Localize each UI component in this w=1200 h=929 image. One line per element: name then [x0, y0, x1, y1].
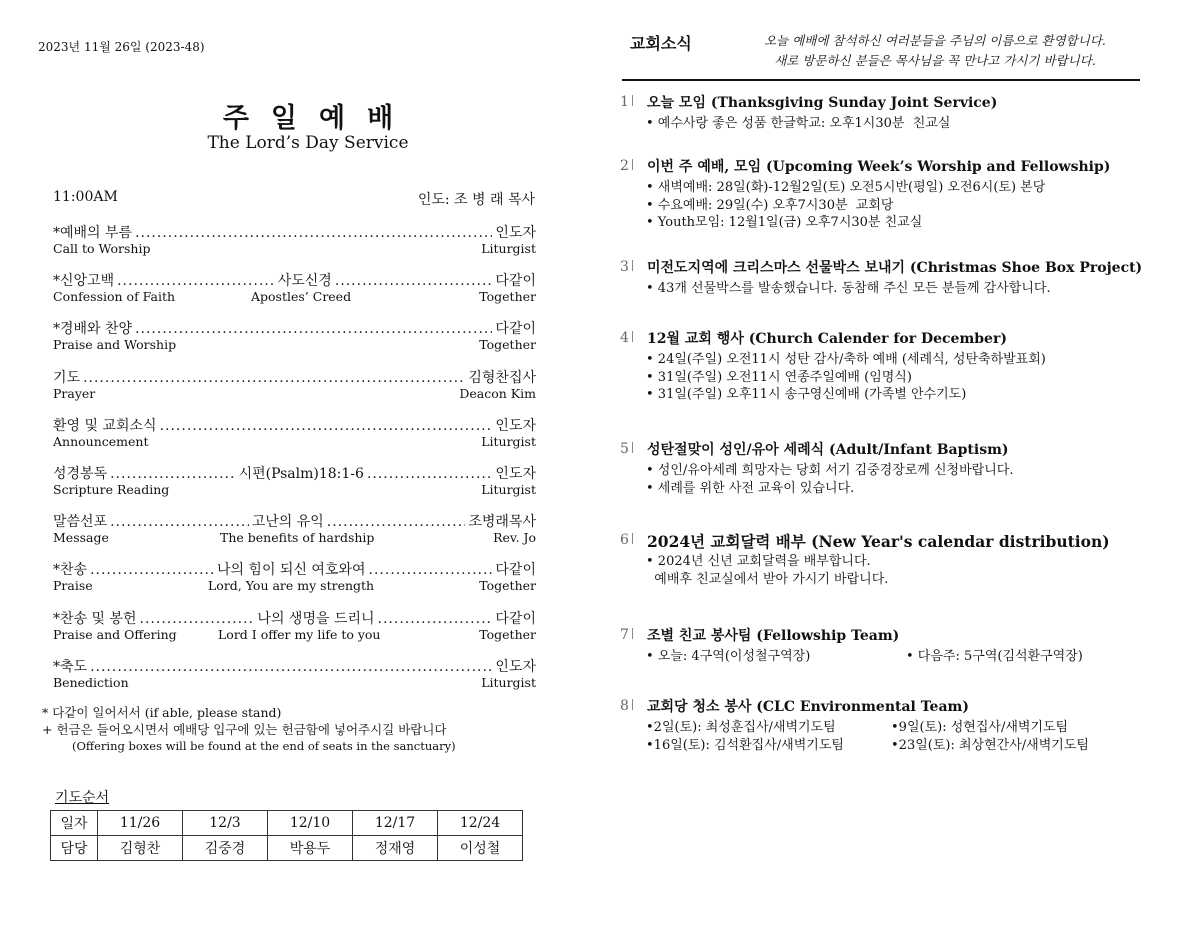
- section-heading: 오늘 모임 (Thanksgiving Sunday Joint Service): [647, 95, 998, 111]
- list-item: • 24일(주일) 오전11시 성탄 감사/축하 예배 (세례식, 성탄축하발표회): [646, 352, 1046, 367]
- section-number: 2: [620, 158, 633, 174]
- service-time-row: [53, 189, 535, 209]
- service-item-leader: 인도자: [495, 417, 536, 434]
- order-of-service-page: [38, 0, 538, 929]
- section-number: 1: [620, 94, 633, 110]
- welcome-line: 오늘 예배에 참석하신 여러분들을 주님의 이름으로 환영합니다.: [764, 33, 1106, 48]
- service-item-title-english: Praise: [53, 578, 93, 594]
- service-item-leader-english: Liturgist: [481, 241, 536, 256]
- table-header-cell: 일자: [51, 811, 98, 836]
- table-row: [51, 836, 523, 861]
- date-cell: 12/24: [438, 811, 523, 836]
- service-item-title-english: Announcement: [53, 433, 149, 449]
- dot-leader: [90, 659, 492, 675]
- church-news-page: [620, 0, 1145, 929]
- service-item-korean: [53, 608, 536, 627]
- name-cell: 김형찬: [98, 836, 183, 861]
- section-heading: 미전도지역에 크리스마스 선물박스 보내기 (Christmas Shoe Box Project): [647, 260, 1143, 276]
- list-row: [646, 737, 1089, 755]
- dot-leader: [327, 514, 466, 530]
- bulletin-date: 2023년 11월 26일 (2023-48): [38, 40, 205, 54]
- section-heading: 12월 교회 행사 (Church Calender for December): [647, 331, 1007, 347]
- section-body: [646, 553, 888, 588]
- service-title-korean: 주일예배: [222, 103, 416, 134]
- list-item: • 새벽예배: 28일(화)-12월2일(토) 오전5시반(평일) 오전6시(토) 본당: [646, 180, 1046, 195]
- service-item-leader-english: Rev. Jo: [493, 530, 536, 546]
- service-item-title: 말씀선포: [53, 514, 108, 531]
- name-cell: 김중경: [183, 836, 268, 861]
- service-item-leader: 인도자: [495, 465, 536, 482]
- service-item-title-english: Praise and Offering: [53, 626, 177, 642]
- service-item: [53, 559, 536, 607]
- list-item: • 성인/유아세례 희망자는 당회 서기 김중경장로께 신청바랍니다.: [646, 463, 1014, 478]
- service-item-detail: 나의 생명을 드리니: [257, 610, 375, 627]
- section-number: 7: [620, 627, 633, 643]
- list-item: • 다음주: 5구역(김석환구역장): [906, 649, 1083, 664]
- offering-note: + 헌금은 들어오시면서 예배당 입구에 있는 헌금함에 넣어주시길 바랍니다: [42, 722, 447, 737]
- name-cell: 이성철: [438, 836, 523, 861]
- service-item-leader: 다같이: [495, 321, 536, 338]
- service-item-title: *축도: [53, 658, 88, 675]
- service-item-english: [53, 289, 536, 306]
- service-item-title: *찬송: [53, 562, 88, 579]
- service-item-korean: [53, 367, 536, 386]
- list-item: • 오늘: 4구역(이성철구역장): [646, 649, 811, 664]
- section-heading: 이번 주 예배, 모임 (Upcoming Week’s Worship and Fellowship): [647, 159, 1111, 175]
- list-item: •23일(토): 최상현간사/새벽기도팀: [891, 737, 1089, 753]
- service-item-title-english: Message: [53, 530, 109, 546]
- service-item: [53, 270, 536, 318]
- service-item-english: [53, 482, 536, 499]
- section-body: [646, 280, 1051, 298]
- service-item-detail-english: Lord, You are my strength: [208, 578, 375, 594]
- service-item-korean: [53, 463, 536, 482]
- service-item-leader-english: Together: [479, 289, 536, 305]
- service-item-title: *찬송 및 봉헌: [53, 610, 137, 627]
- service-item-leader: 다같이: [495, 610, 536, 627]
- service-item-detail: 고난의 유익: [251, 514, 324, 531]
- service-item-detail: 사도신경: [277, 273, 332, 290]
- service-time: 11:00AM: [53, 189, 118, 205]
- service-item-detail: 시편(Psalm)18:1-6: [238, 465, 364, 482]
- service-item-leader-english: Together: [479, 578, 536, 594]
- section-number: 6: [620, 532, 633, 548]
- service-title-english: The Lord’s Day Service: [207, 133, 409, 153]
- service-item: [53, 608, 536, 656]
- list-row: [646, 719, 1089, 737]
- prayer-schedule-table: [50, 810, 523, 861]
- section-body: [646, 179, 1045, 232]
- table-row: [51, 811, 523, 836]
- service-item: [53, 318, 536, 366]
- list-item: •2일(토): 최성훈집사/새벽기도팀: [646, 720, 836, 735]
- list-item: •16일(토): 김석환집사/새벽기도팀: [646, 737, 844, 753]
- dot-leader: [378, 611, 493, 627]
- dot-leader: [110, 466, 235, 482]
- list-item: • 수요예배: 29일(수) 오후7시30분 교회당: [646, 197, 894, 213]
- list-item: • 2024년 신년 교회달력을 배부합니다.: [646, 554, 871, 569]
- service-item-english: [53, 578, 536, 595]
- service-item: [53, 511, 536, 559]
- service-item-title-english: Benediction: [53, 674, 129, 690]
- dot-leader: [135, 225, 492, 241]
- service-item: [53, 222, 536, 270]
- service-item-leader-english: Together: [479, 626, 536, 642]
- offering-note-english: (Offering boxes will be found at the end of seats in the sanctuary): [72, 739, 456, 753]
- order-of-service-list: [53, 222, 536, 704]
- service-item-title: *경배와 찬양: [53, 321, 133, 338]
- list-item: • Youth모임: 12월1일(금) 오후7시30분 친교실: [646, 215, 923, 230]
- service-item-english: [53, 337, 536, 354]
- dot-leader: [369, 562, 493, 578]
- section-body: [646, 462, 1013, 497]
- service-item-title: 환영 및 교회소식: [53, 417, 157, 434]
- service-item-leader: 인도자: [495, 225, 536, 241]
- service-item: [53, 415, 536, 463]
- dot-leader: [140, 611, 255, 627]
- service-item-english: [53, 386, 536, 403]
- service-item-leader-english: Deacon Kim: [459, 385, 536, 401]
- welcome-message: [740, 31, 1130, 71]
- date-cell: 12/10: [268, 811, 353, 836]
- name-cell: 박용두: [268, 836, 353, 861]
- service-item-leader: 다같이: [495, 273, 536, 290]
- dot-leader: [335, 273, 493, 289]
- service-item-korean: [53, 318, 536, 337]
- service-item-korean: [53, 559, 536, 578]
- dot-leader: [110, 514, 249, 530]
- service-item-title-english: Call to Worship: [53, 241, 151, 256]
- service-item-title: *예배의 부름: [53, 225, 133, 241]
- news-title: 교회소식: [630, 34, 692, 53]
- section-body: [646, 351, 1046, 404]
- standing-note: * 다같이 일어서서 (if able, please stand): [42, 705, 282, 720]
- service-item-korean: [53, 222, 536, 241]
- service-item-title-english: Confession of Faith: [53, 289, 176, 305]
- service-item-leader: 다같이: [495, 562, 536, 579]
- service-item-detail-english: Lord I offer my life to you: [218, 626, 381, 642]
- date-cell: 11/26: [98, 811, 183, 836]
- list-item: • 세례를 위한 사전 교육이 있습니다.: [646, 480, 855, 496]
- service-item-leader: 김형찬집사: [468, 369, 536, 386]
- service-item-title-english: Praise and Worship: [53, 337, 177, 353]
- service-item-title-english: Scripture Reading: [53, 481, 170, 497]
- welcome-line: 새로 방문하신 분들은 목사님을 꼭 만나고 가시기 바랍니다.: [774, 53, 1096, 68]
- dot-leader: [367, 466, 492, 482]
- service-item-leader-english: Liturgist: [481, 674, 536, 690]
- service-item-english: [53, 241, 536, 258]
- service-item-english: [53, 530, 536, 547]
- list-item: • 예수사랑 좋은 성품 한글학교: 오후1시30분 친교실: [646, 116, 951, 131]
- service-item-english: [53, 675, 536, 692]
- table-header-cell: 담당: [51, 836, 98, 861]
- service-item-leader-english: Together: [479, 337, 536, 353]
- list-item: • 43개 선물박스를 발송했습니다. 동참해 주신 모든 분들께 감사합니다.: [646, 281, 1051, 296]
- service-item-title: 기도: [53, 369, 81, 386]
- service-item-leader: 조병래목사: [468, 514, 536, 531]
- list-item: •9일(토): 성현집사/새벽기도팀: [891, 720, 1069, 735]
- service-item-korean: [53, 511, 536, 530]
- list-item: 예배후 친교실에서 받아 가시기 바랍니다.: [646, 571, 889, 587]
- service-leader: 인도: 조 병 래 목사: [417, 192, 535, 208]
- service-item-detail-english: Apostles’ Creed: [251, 289, 352, 305]
- service-item: [53, 463, 536, 511]
- dot-leader: [83, 370, 465, 386]
- section-body: [646, 648, 1083, 666]
- section-body: [646, 719, 1089, 754]
- prayer-schedule-title: 기도순서: [55, 790, 110, 806]
- section-heading: 성탄절맞이 성인/유아 세례식 (Adult/Infant Baptism): [647, 442, 1009, 458]
- service-item-leader: 인도자: [495, 658, 536, 675]
- service-item-title: *신앙고백: [53, 273, 115, 290]
- service-item-title: 성경봉독: [53, 465, 108, 482]
- list-row: [646, 648, 1083, 666]
- dot-leader: [135, 321, 492, 337]
- name-cell: 정재영: [353, 836, 438, 861]
- service-item-korean: [53, 270, 536, 289]
- service-item: [53, 367, 536, 415]
- service-item-leader-english: Liturgist: [481, 481, 536, 497]
- service-item-title-english: Prayer: [53, 385, 96, 401]
- section-heading: 2024년 교회달력 배부 (New Year's calendar distribution): [647, 532, 1110, 551]
- section-body: [646, 115, 950, 133]
- service-item-english: [53, 627, 536, 644]
- section-heading: 조별 친교 봉사팀 (Fellowship Team): [647, 628, 900, 644]
- section-heading: 교회당 청소 봉사 (CLC Environmental Team): [647, 699, 969, 715]
- service-item-english: [53, 434, 536, 451]
- header-divider: [622, 79, 1140, 81]
- date-cell: 12/17: [353, 811, 438, 836]
- section-number: 5: [620, 441, 633, 457]
- section-number: 3: [620, 259, 633, 275]
- service-item-leader-english: Liturgist: [481, 433, 536, 449]
- dot-leader: [117, 273, 275, 289]
- service-item-detail: 나의 힘이 되신 여호와여: [216, 562, 366, 579]
- list-item: • 31일(주일) 오후11시 송구영신예배 (가족별 안수기도): [646, 387, 967, 402]
- service-item: [53, 656, 536, 704]
- service-item-detail-english: The benefits of hardship: [220, 530, 375, 546]
- dot-leader: [160, 418, 493, 434]
- section-number: 8: [620, 698, 633, 714]
- section-number: 4: [620, 330, 633, 346]
- dot-leader: [90, 562, 214, 578]
- service-item-korean: [53, 415, 536, 434]
- service-item-korean: [53, 656, 536, 675]
- service-notes: [42, 704, 456, 755]
- list-item: • 31일(주일) 오전11시 연종주일예배 (임명식): [646, 369, 912, 385]
- date-cell: 12/3: [183, 811, 268, 836]
